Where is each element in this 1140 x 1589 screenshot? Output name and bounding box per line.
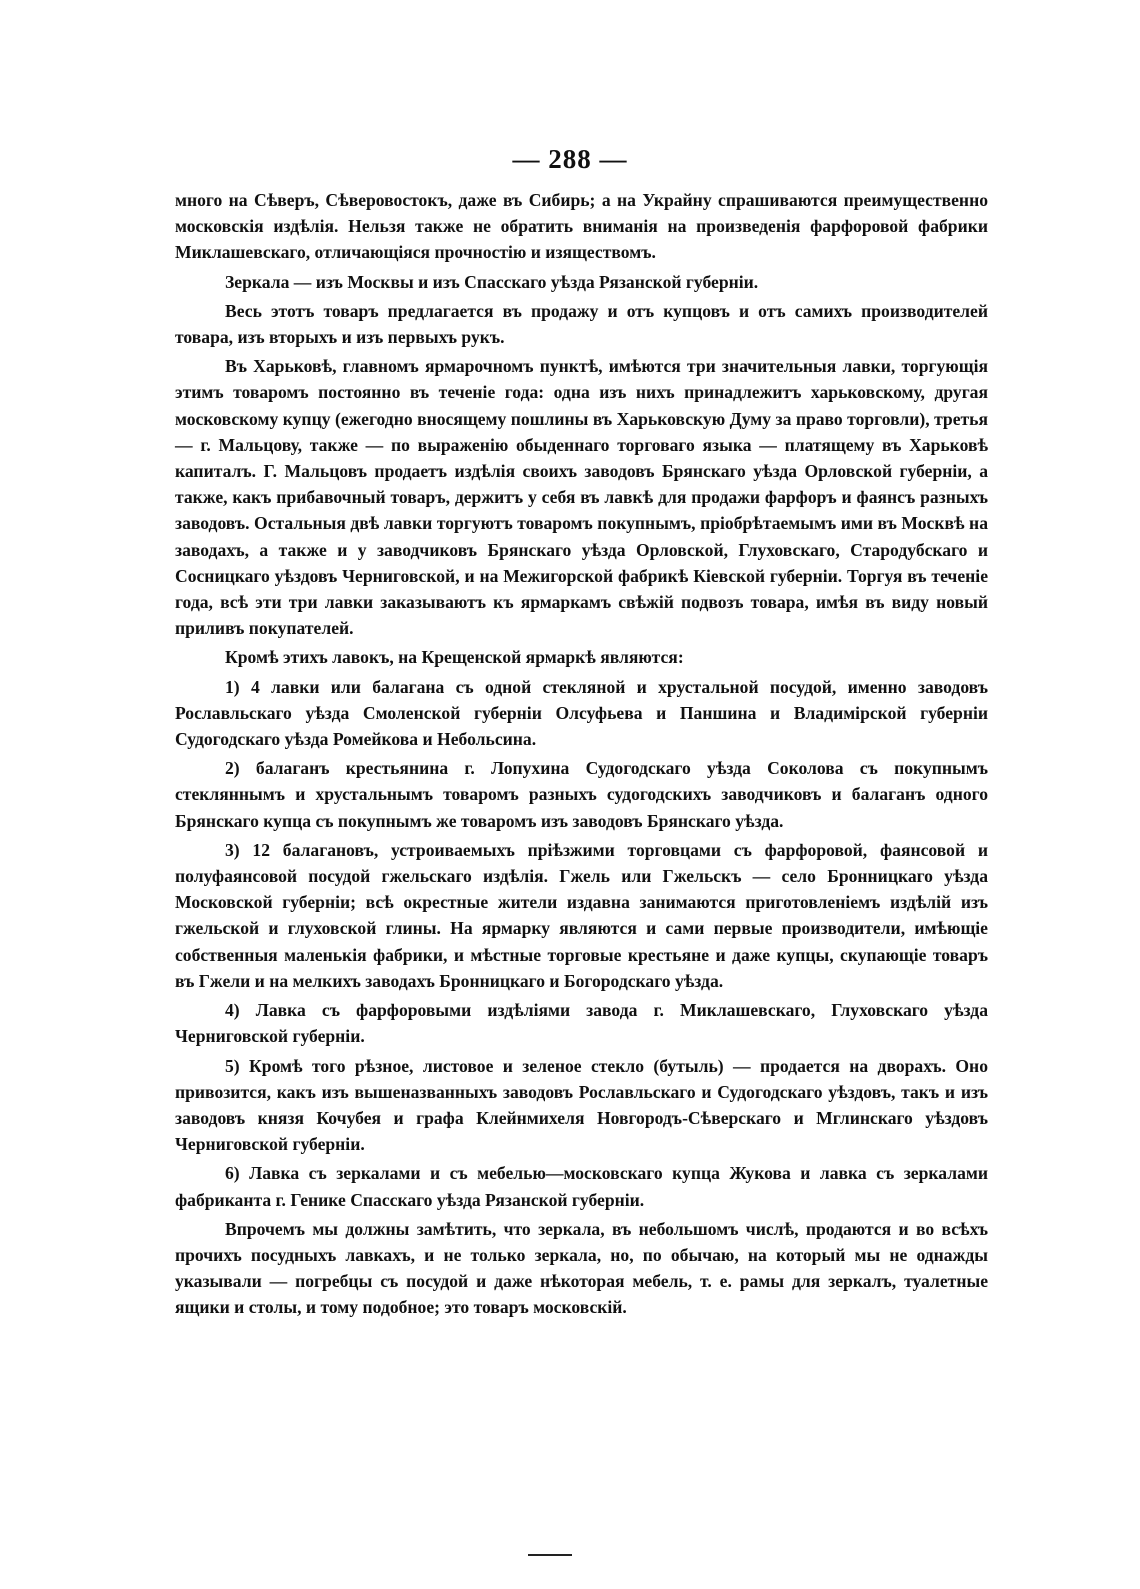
paragraph-besides-shops: Кромѣ этихъ лавокъ, на Крещенской ярмаркѣ являются: (225, 647, 684, 668)
paragraph-closing: Впрочемъ мы должны замѣтить, что зеркала, въ небольшомъ числѣ, продаются и во всѣхъ прочихъ посудныхъ лавкахъ, и не только зеркала, но, по обычаю, на который мы не однажды указывали — погребцы съ посудой и даже нѣкоторая мебель, т. е. рамы для зеркалъ, туалетные ящики и столы, и тому подобное; это товаръ московскій. (175, 1218, 988, 1318)
list-item-3: 3) 12 балагановъ, устроиваемыхъ пріѣзжими торговцами съ фарфоровой, фаянсовой и полуфаянсовой посудой гжельскаго издѣлія. Гжель или Гжельскъ — село Бронницкаго уѣзда Московской губерніи; всѣ окрестные жители издавна занимаются приготовленіемъ издѣлій изъ гжельской и глуховской глины. На ярмарку являются и сами первые производители, имѣющіе собственныя маленькія фабрики, и мѣстные торговые крестьяне и даже купцы, скупающіе товаръ въ Гжели и на мелкихъ заводахъ Бронницкаго и Богородскаго уѣзда. (175, 839, 988, 991)
body-text (175, 187, 988, 1324)
list-item-1: 1) 4 лавки или балагана съ одной стекляной и хрустальной посудой, именно заводовъ Рославльскаго уѣзда Смоленской губерніи Олсуфьева и Паншина и Владимірской губерніи Судогодскаго уѣзда Ромейкова и Небольсина. (175, 676, 988, 750)
footer-rule (528, 1554, 572, 1556)
page-number: — 288 — (512, 144, 628, 174)
paragraph-goods-offered: Весь этотъ товаръ предлагается въ продажу и отъ купцовъ и отъ самихъ производителей товара, изъ вторыхъ и изъ первыхъ рукъ. (175, 300, 988, 348)
list-item-4: 4) Лавка съ фарфоровыми издѣліями завода г. Миклашевскаго, Глуховскаго уѣзда Черниговской губерніи. (175, 1000, 988, 1047)
list-item-2: 2) балаганъ крестьянина г. Лопухина Судогодскаго уѣзда Соколова съ покупнымъ стекляннымъ и хрустальнымъ товаромъ разныхъ судогодскихъ заводчиковъ и балаганъ одного Брянскаго купца съ покупнымъ же товаромъ изъ заводовъ Брянскаго уѣзда. (175, 758, 988, 831)
list-item-6: 6) Лавка съ зеркалами и съ мебелью—московскаго купца Жукова и лавка съ зеркалами фабриканта г. Генике Спасскаго уѣзда Рязанской губерніи. (175, 1163, 988, 1210)
paragraph-continuation: много на Сѣверъ, Сѣверовостокъ, даже въ Сибирь; а на Украйну спрашиваются преимущественно московскія издѣлія. Нельзя также не обратить вниманія на произведенія фарфоровой фабрики Миклашевскаго, отличающіяся прочностію и изяществомъ. (175, 190, 988, 263)
paragraph-mirrors: Зеркала — изъ Москвы и изъ Спасскаго уѣзда Рязанской губерніи. (225, 271, 759, 292)
paragraph-kharkov-shops: Въ Харьковѣ, главномъ ярмарочномъ пунктѣ, имѣются три значительныя лавки, торгующія этимъ товаромъ постоянно въ теченіе года: одна изъ нихъ принадлежитъ харьковскому, другая московскому купцу (ежегодно вносящему пошлины въ Харьковскую Думу за право торговли), третья — г. Мальцову, также — по выраженію обыденнаго торговаго языка — платящему въ Харьковѣ капиталъ. Г. Мальцовъ продаетъ издѣлія своихъ заводовъ Брянскаго уѣзда Орловской губерніи, а также, какъ прибавочный товаръ, держитъ у себя въ лавкѣ для продажи фарфоръ и фаянсъ разныхъ заводовъ. Остальныя двѣ лавки торгуютъ товаромъ покупнымъ, пріобрѣтаемымъ ими въ Москвѣ на заводахъ, а также и у заводчиковъ Брянскаго уѣзда Орловской, Глуховскаго, Стародубскаго и Сосницкаго уѣздовъ Черниговской, и на Межигорской фабрикѣ Кіевской губерніи. Торгуя въ теченіе года, всѣ эти три лавки заказываютъ къ ярмаркамъ свѣжій подвозъ товара, имѣя въ виду новый приливъ покупателей. (175, 356, 988, 639)
list-item-5: 5) Кромѣ того рѣзное, листовое и зеленое стекло (бутыль) — продается на дворахъ. Оно привозится, какъ изъ вышеназванныхъ заводовъ Рославльскаго и Судогодскаго уѣздовъ, такъ и изъ заводовъ князя Кочубея и графа Клейнмихеля Новгородъ-Сѣверскаго и Мглинскаго уѣздовъ Черниговской губерніи. (175, 1055, 988, 1155)
